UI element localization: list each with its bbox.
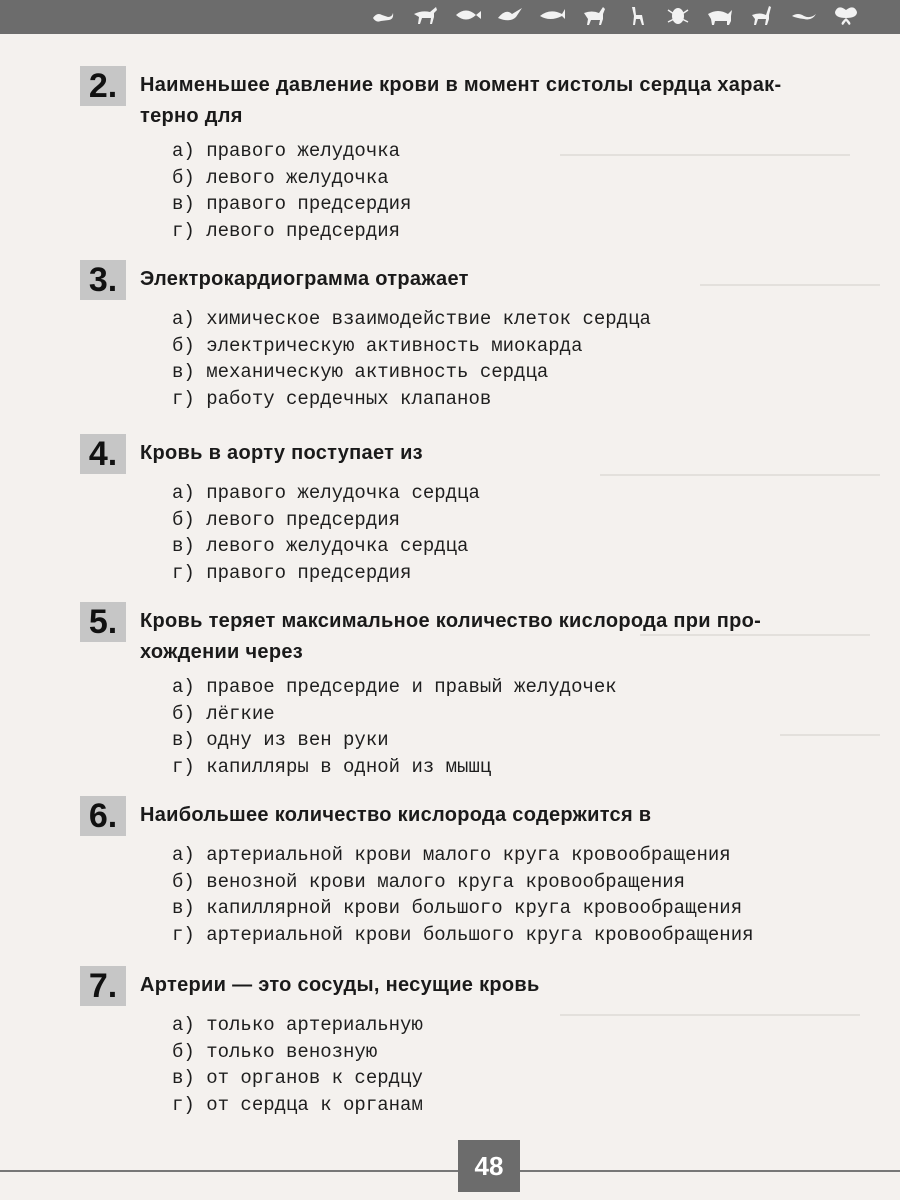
answer-options <box>172 480 860 586</box>
answer-option: а) только артериальную <box>172 1014 423 1036</box>
question-7 <box>80 966 860 1118</box>
answer-option: г) капилляры в одной из мышц <box>172 755 492 778</box>
answer-options <box>172 842 860 948</box>
footer-divider <box>0 1170 900 1172</box>
whale-icon <box>538 4 566 26</box>
answer-option: г) правого предсердия <box>172 561 412 584</box>
lizard-icon <box>790 4 818 26</box>
rhino-icon <box>706 4 734 26</box>
answer-option: а) химическое взаимодействие клеток сердца <box>172 308 651 330</box>
question-6 <box>80 796 860 948</box>
question-number: 7. <box>80 966 126 1006</box>
answer-option: в) левого желудочка сердца <box>172 535 469 557</box>
question-2 <box>80 66 860 244</box>
answer-option: б) лёгкие <box>172 702 275 725</box>
answer-option: б) электрическую активность миокарда <box>172 334 583 357</box>
bird-icon <box>496 4 524 26</box>
page-number: 48 <box>458 1140 520 1192</box>
antelope-icon <box>748 4 776 26</box>
question-text: Наибольшее количество кислорода содержится в <box>140 804 652 826</box>
question-number: 3. <box>80 260 126 300</box>
question-text: Наименьшее давление крови в момент систолы сердца харак- терно для <box>140 74 782 127</box>
question-text: Кровь теряет максимальное количество кислорода при про- хождении через <box>140 610 762 663</box>
answer-options <box>172 674 860 780</box>
answer-options <box>172 306 860 412</box>
answer-option: в) от органов к сердцу <box>172 1067 423 1089</box>
fish-icon <box>454 4 482 26</box>
answer-option: г) работу сердечных клапанов <box>172 387 492 410</box>
question-number: 6. <box>80 796 126 836</box>
answer-option: г) артериальной крови большого круга кровообращения <box>172 923 754 946</box>
giraffe-icon <box>622 4 650 26</box>
answer-options <box>172 138 860 244</box>
question-number: 2. <box>80 66 126 106</box>
answer-option: а) правого желудочка сердца <box>172 482 480 504</box>
answer-option: г) левого предсердия <box>172 219 401 242</box>
beetle-icon <box>664 4 692 26</box>
header-band <box>0 0 900 34</box>
question-number: 4. <box>80 434 126 474</box>
scorpion-icon <box>370 4 398 26</box>
answer-options <box>172 1012 860 1118</box>
goat-icon <box>580 4 608 26</box>
answer-option: в) механическую активность сердца <box>172 361 549 383</box>
question-3 <box>80 260 860 412</box>
answer-option: а) правого желудочка <box>172 140 401 162</box>
answer-option: в) одну из вен руки <box>172 729 389 751</box>
answer-option: б) только венозную <box>172 1040 378 1063</box>
answer-option: б) левого желудочка <box>172 166 389 189</box>
answer-option: б) левого предсердия <box>172 508 401 531</box>
question-4 <box>80 434 860 586</box>
answer-option: а) правое предсердие и правый желудочек <box>172 676 617 698</box>
question-text: Артерии — это сосуды, несущие кровь <box>140 974 540 996</box>
question-number: 5. <box>80 602 126 642</box>
question-text: Электрокардиограмма отражает <box>140 268 469 290</box>
animal-silhouettes <box>370 4 860 26</box>
answer-option: г) от сердца к органам <box>172 1093 423 1116</box>
butterfly-icon <box>832 4 860 26</box>
answer-option: б) венозной крови малого круга кровообращения <box>172 870 686 893</box>
answer-option: а) артериальной крови малого круга кровообращения <box>172 844 731 866</box>
answer-option: в) правого предсердия <box>172 193 412 215</box>
question-5 <box>80 602 860 780</box>
question-text: Кровь в аорту поступает из <box>140 442 423 464</box>
answer-option: в) капиллярной крови большого круга кровообращения <box>172 897 743 919</box>
horse-icon <box>412 4 440 26</box>
